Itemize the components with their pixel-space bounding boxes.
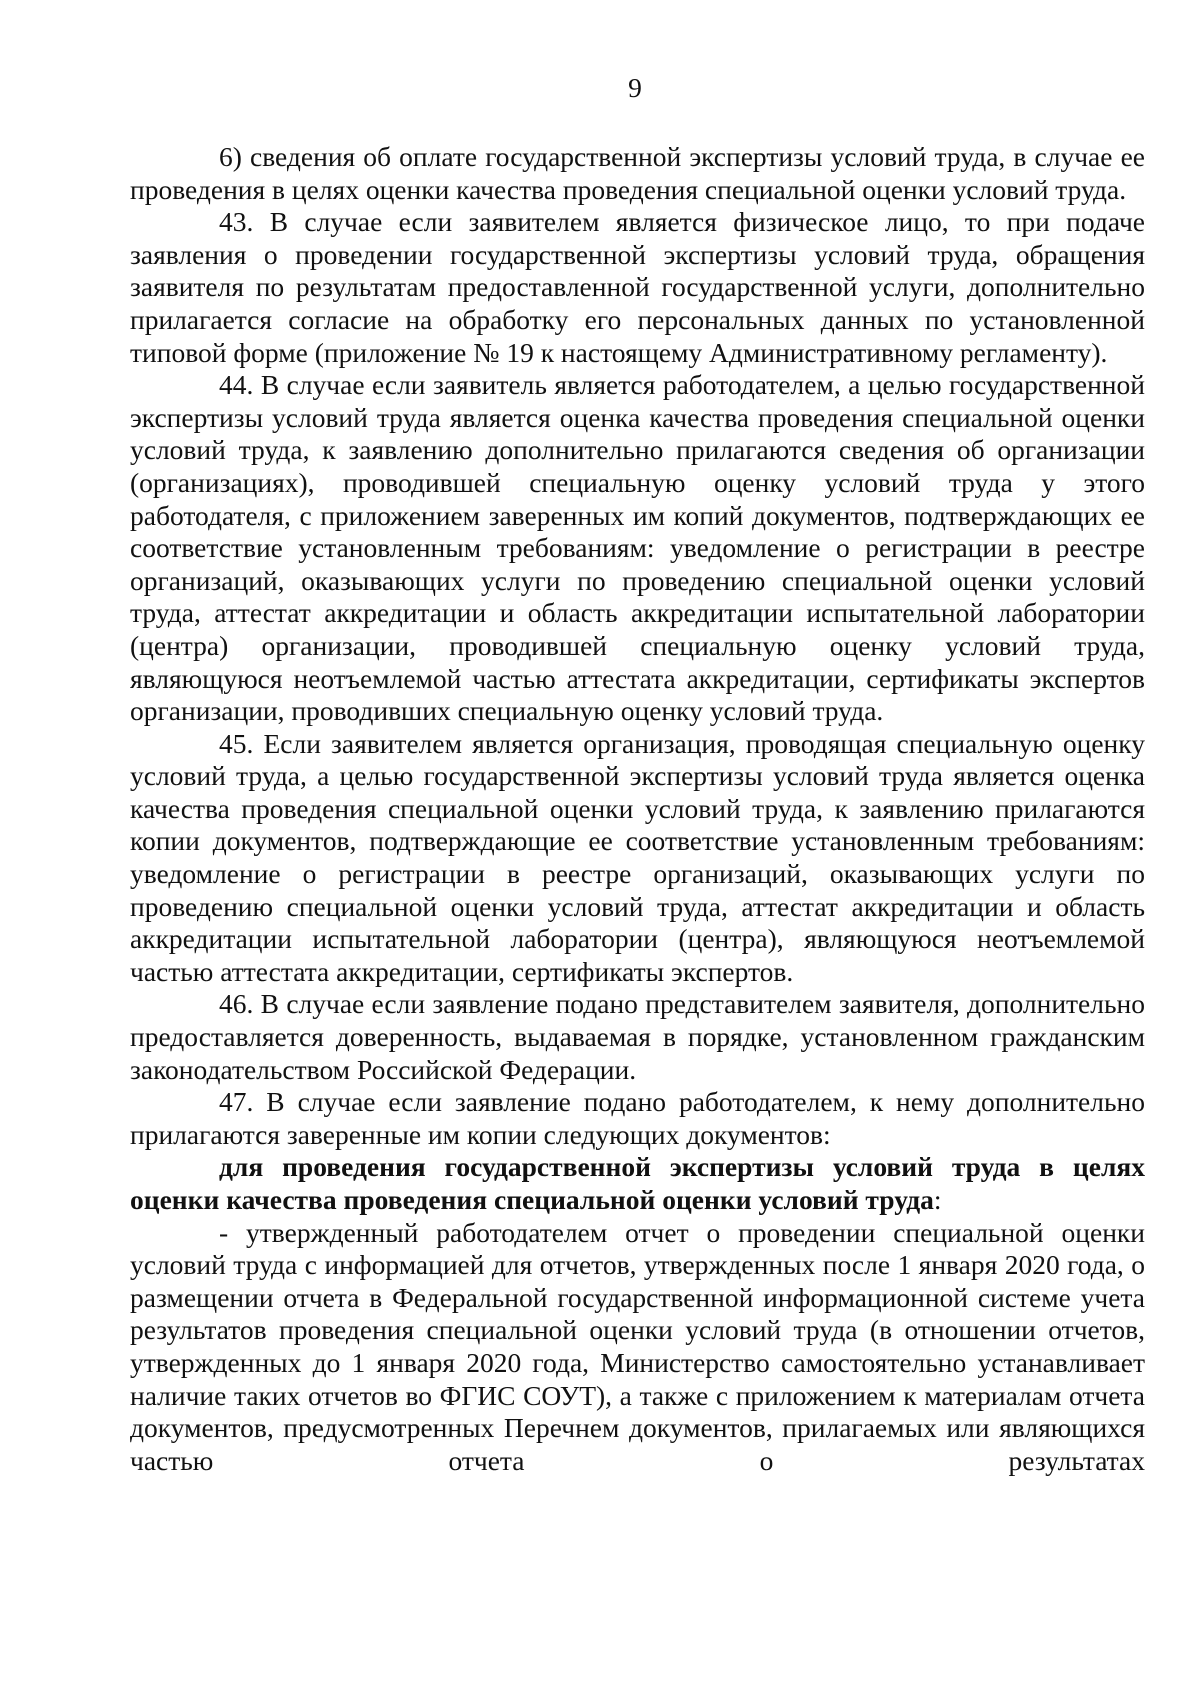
section-heading-colon: : bbox=[933, 1184, 942, 1215]
paragraph-item-6: 6) сведения об оплате государственной экспертизы условий труда, в случае ее проведения в целях оценки качества проведения специальной оценки условий труда. bbox=[130, 141, 1145, 205]
paragraph-item-46: 46. В случае если заявление подано представителем заявителя, дополнительно предоставляется доверенность, выдаваемая в порядке, установленном гражданским законодательством Российской Федерации. bbox=[130, 988, 1145, 1085]
page-number: 9 bbox=[628, 72, 642, 103]
paragraph-item-44: 44. В случае если заявитель является работодателем, а целью государственной экспертизы условий труда является оценка качества проведения специальной оценки условий труда, к заявлению дополнительно прилагаются сведения об организации (организациях), проводившей специальную оценку условий труда у этого работодателя, с приложением заверенных им копий документов, подтверждающих ее соответствие установленным требованиям: уведомление о регистрации в реестре организаций, оказывающих услуги по проведению специальной оценки условий труда, аттестат аккредитации и область аккредитации испытательной лаборатории (центра) организации, проводившей специальную оценку условий труда, являющуюся неотъемлемой частью аттестата аккредитации, сертификаты экспертов организации, проводивших специальную оценку условий труда. bbox=[130, 369, 1145, 727]
paragraph-item-45: 45. Если заявителем является организация, проводящая специальную оценку условий труда, а целью государственной экспертизы условий труда является оценка качества проведения специальной оценки условий труда, к заявлению прилагаются копии документов, подтверждающие ее соответствие установленным требованиям: уведомление о регистрации в реестре организаций, оказывающих услуги по проведению специальной оценки условий труда, аттестат аккредитации и область аккредитации испытательной лаборатории (центра), являющуюся неотъемлемой частью аттестата аккредитации, сертификаты экспертов. bbox=[130, 727, 1145, 987]
paragraph-item-47: 47. В случае если заявление подано работодателем, к нему дополнительно прилагаются заверенные им копии следующих документов: bbox=[130, 1086, 1145, 1150]
document-body bbox=[130, 141, 1145, 1477]
paragraph-item-43: 43. В случае если заявителем является физическое лицо, то при подаче заявления о проведении государственной экспертизы условий труда, обращения заявителя по результатам предоставленной государственной услуги, дополнительно прилагается согласие на обработку его персональных данных по установленной типовой форме (приложение № 19 к настоящему Административному регламенту). bbox=[130, 206, 1145, 368]
paragraph-report-requirement: - утвержденный работодателем отчет о проведении специальной оценки условий труда с информацией для отчетов, утвержденных после 1 января 2020 года, о размещении отчета в Федеральной государственной информационной системе учета результатов проведения специальной оценки условий труда (в отношении отчетов, утвержденных до 1 января 2020 года, Министерство самостоятельно устанавливает наличие таких отчетов во ФГИС СОУТ), а также с приложением к материалам отчета документов, предусмотренных Перечнем документов, прилагаемых или являющихся частью отчета о результатах bbox=[130, 1216, 1145, 1476]
section-heading bbox=[130, 1151, 1145, 1216]
section-heading-text: для проведения государственной экспертизы условий труда в целях оценки качества проведения специальной оценки условий труда bbox=[130, 1151, 1145, 1215]
